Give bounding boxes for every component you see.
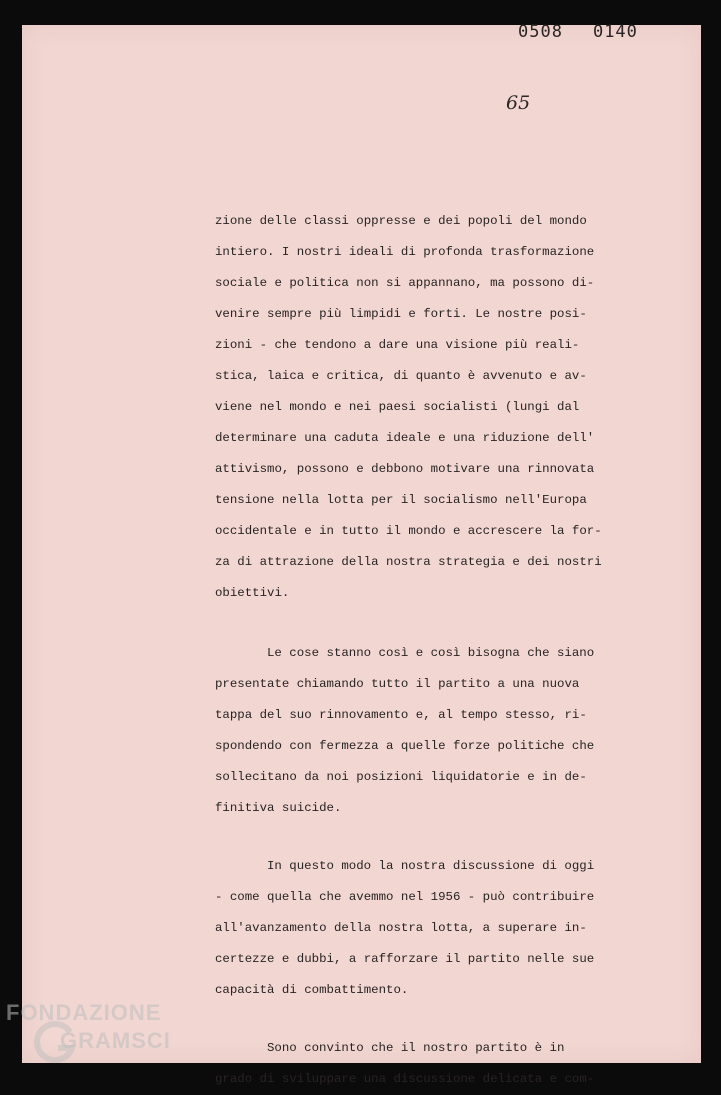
text-line: In questo modo la nostra discussione di oggi [267, 859, 595, 873]
text-line: spondendo con fermezza a quelle forze politiche che [215, 739, 595, 753]
typed-text [215, 206, 602, 1095]
text-line: Sono convinto che il nostro partito è in [267, 1041, 565, 1055]
text-line: zioni - che tendono a dare una visione più reali- [215, 338, 580, 352]
text-line: za di attrazione della nostra strategia e dei nostri [215, 555, 602, 569]
text-line: finitiva suicide. [215, 801, 342, 815]
text-line: sociale e politica non si appannano, ma possono di- [215, 276, 595, 290]
text-line: certezze e dubbi, a rafforzare il partito nelle sue [215, 952, 595, 966]
text-line: obiettivi. [215, 586, 290, 600]
text-line: zione delle classi oppresse e dei popoli del mondo [215, 214, 587, 228]
text-line: venire sempre più limpidi e forti. Le nostre posi- [215, 307, 587, 321]
text-line: intiero. I nostri ideali di profonda trasformazione [215, 245, 595, 259]
page-number: 65 [506, 92, 531, 114]
text-line: determinare una caduta ideale e una riduzione dell' [215, 431, 595, 445]
text-line: capacità di combattimento. [215, 983, 409, 997]
archive-code-page: 0140 [592, 22, 638, 42]
text-line: sollecitano da noi posizioni liquidatorie e in de- [215, 770, 587, 784]
watermark-line-1: FONDAZIONE [6, 1000, 162, 1025]
text-line: - come quella che avemmo nel 1956 - può contribuire [215, 890, 595, 904]
text-line: tensione nella lotta per il socialismo nell'Europa [215, 493, 587, 507]
text-line: grado di sviluppare una discussione delicata e com- [215, 1072, 595, 1086]
archive-stamp [518, 22, 638, 42]
text-line: stica, laica e critica, di quanto è avvenuto e av- [215, 369, 587, 383]
text-line: attivismo, possono e debbono motivare una rinnovata [215, 462, 595, 476]
archive-code-folder: 0508 [518, 22, 563, 42]
text-line: occidentale e in tutto il mondo e accrescere la for- [215, 524, 602, 538]
text-line: viene nel mondo e nei paesi socialisti (lungi dal [215, 400, 580, 414]
text-line: presentate chiamando tutto il partito a una nuova [215, 677, 580, 691]
watermark-line-2: GRAMSCI [60, 1028, 171, 1053]
text-line: Le cose stanno così e così bisogna che siano [267, 646, 595, 660]
fondazione-gramsci-watermark [4, 1000, 204, 1076]
text-line: tappa del suo rinnovamento e, al tempo stesso, ri- [215, 708, 587, 722]
text-line: all'avanzamento della nostra lotta, a superare in- [215, 921, 587, 935]
